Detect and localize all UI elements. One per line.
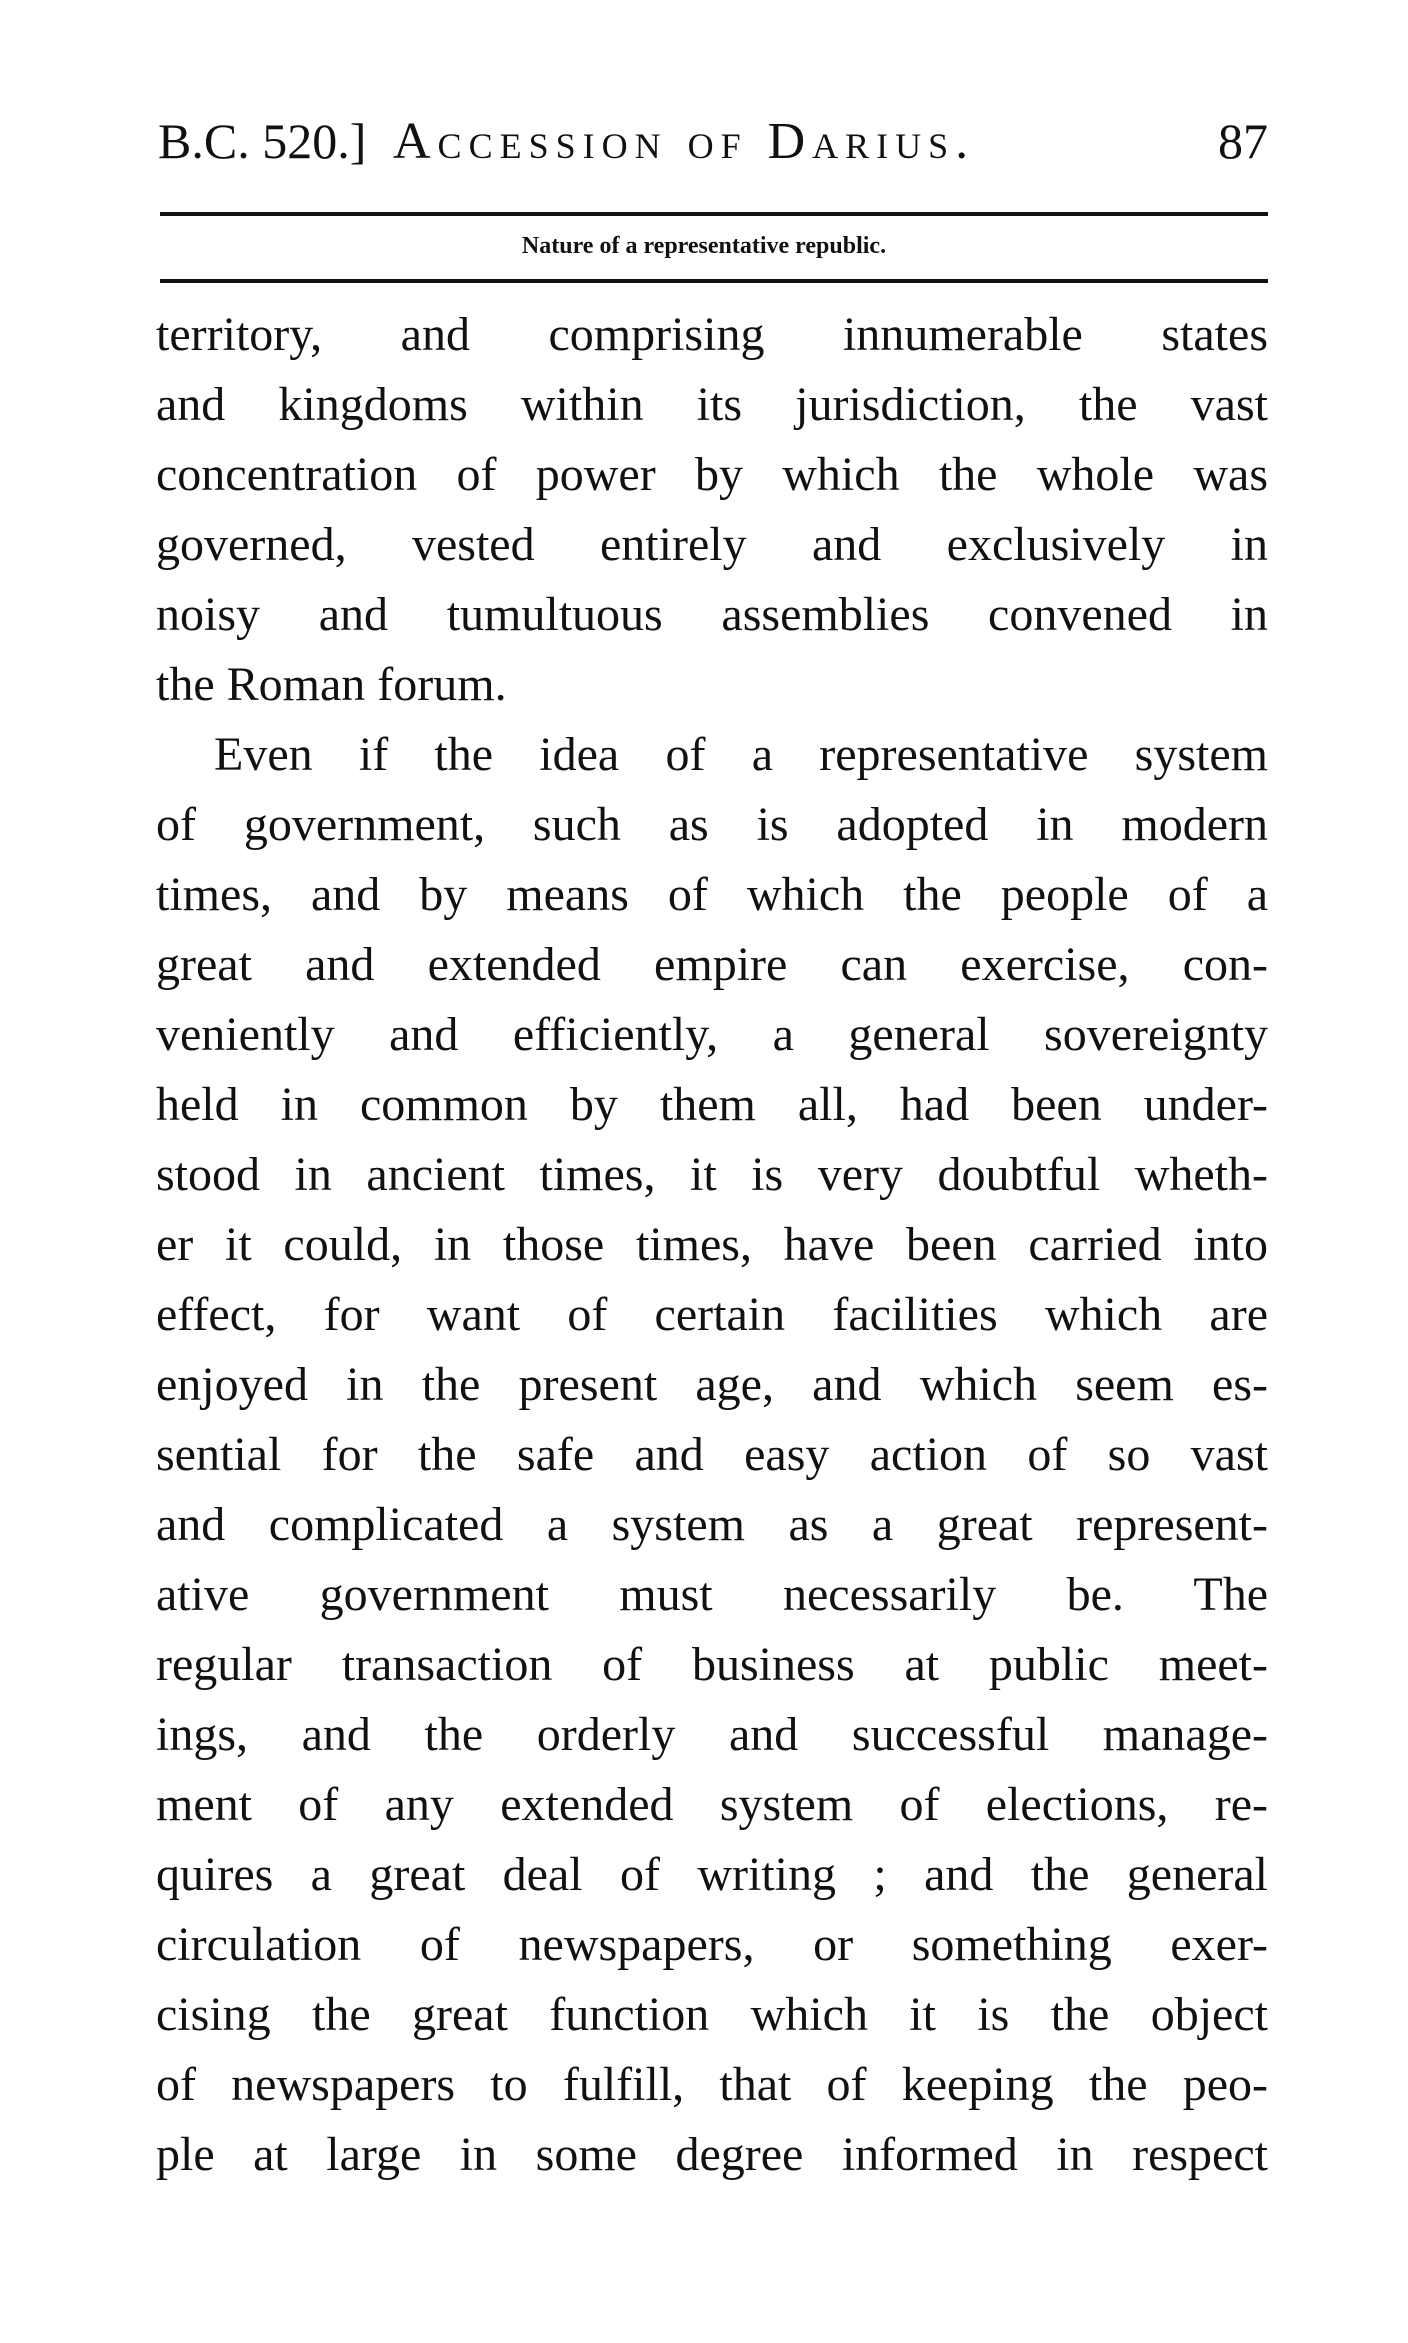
paragraph (156, 720, 1268, 2190)
body-text (156, 300, 1268, 2190)
text-line: the Roman forum. (156, 658, 507, 711)
text-line: ings, and the orderly and successful manage- (156, 1708, 1268, 1761)
text-line: held in common by them all, had been under- (156, 1078, 1268, 1131)
header-rule-top (160, 212, 1268, 216)
text-line: ple at large in some degree informed in respect (156, 2128, 1268, 2181)
text-line: Even if the idea of a representative system (214, 728, 1268, 781)
running-head-date: B.C. 520.] (158, 113, 367, 169)
header-rule-bottom (160, 279, 1268, 283)
text-line: great and extended empire can exercise, con- (156, 938, 1268, 991)
text-line: and kingdoms within its jurisdiction, the vast (156, 378, 1268, 431)
text-line: and complicated a system as a great represent- (156, 1498, 1268, 1551)
text-line: of newspapers to fulfill, that of keeping the peo- (156, 2058, 1268, 2111)
text-line: enjoyed in the present age, and which seem es- (156, 1358, 1268, 1411)
text-line: effect, for want of certain facilities which are (156, 1288, 1268, 1341)
text-line: territory, and comprising innumerable states (156, 308, 1268, 361)
text-line: times, and by means of which the people of a (156, 868, 1268, 921)
page-number: 87 (1218, 113, 1268, 169)
text-line: er it could, in those times, have been carried into (156, 1218, 1268, 1271)
text-line: circulation of newspapers, or something exer- (156, 1918, 1268, 1971)
text-line: ment of any extended system of elections, re- (156, 1778, 1268, 1831)
paragraph (156, 300, 1268, 720)
text-line: concentration of power by which the whole was (156, 448, 1268, 501)
text-line: ative government must necessarily be. The (156, 1568, 1268, 1621)
subheading: Nature of a representative republic. (521, 233, 887, 259)
running-head (158, 112, 1268, 182)
text-line: regular transaction of business at public meet- (156, 1638, 1268, 1691)
text-line: noisy and tumultuous assemblies convened in (156, 588, 1268, 641)
text-line: of government, such as is adopted in modern (156, 798, 1268, 851)
text-line: cising the great function which it is the object (156, 1988, 1268, 2041)
text-line: quires a great deal of writing ; and the general (156, 1848, 1268, 1901)
text-line: stood in ancient times, it is very doubtful wheth- (156, 1148, 1268, 1201)
running-head-title: Accession of Darius. (393, 113, 976, 170)
text-line: sential for the safe and easy action of so vast (156, 1428, 1268, 1481)
text-line: governed, vested entirely and exclusively in (156, 518, 1268, 571)
text-line: veniently and efficiently, a general sovereignty (156, 1008, 1268, 1061)
